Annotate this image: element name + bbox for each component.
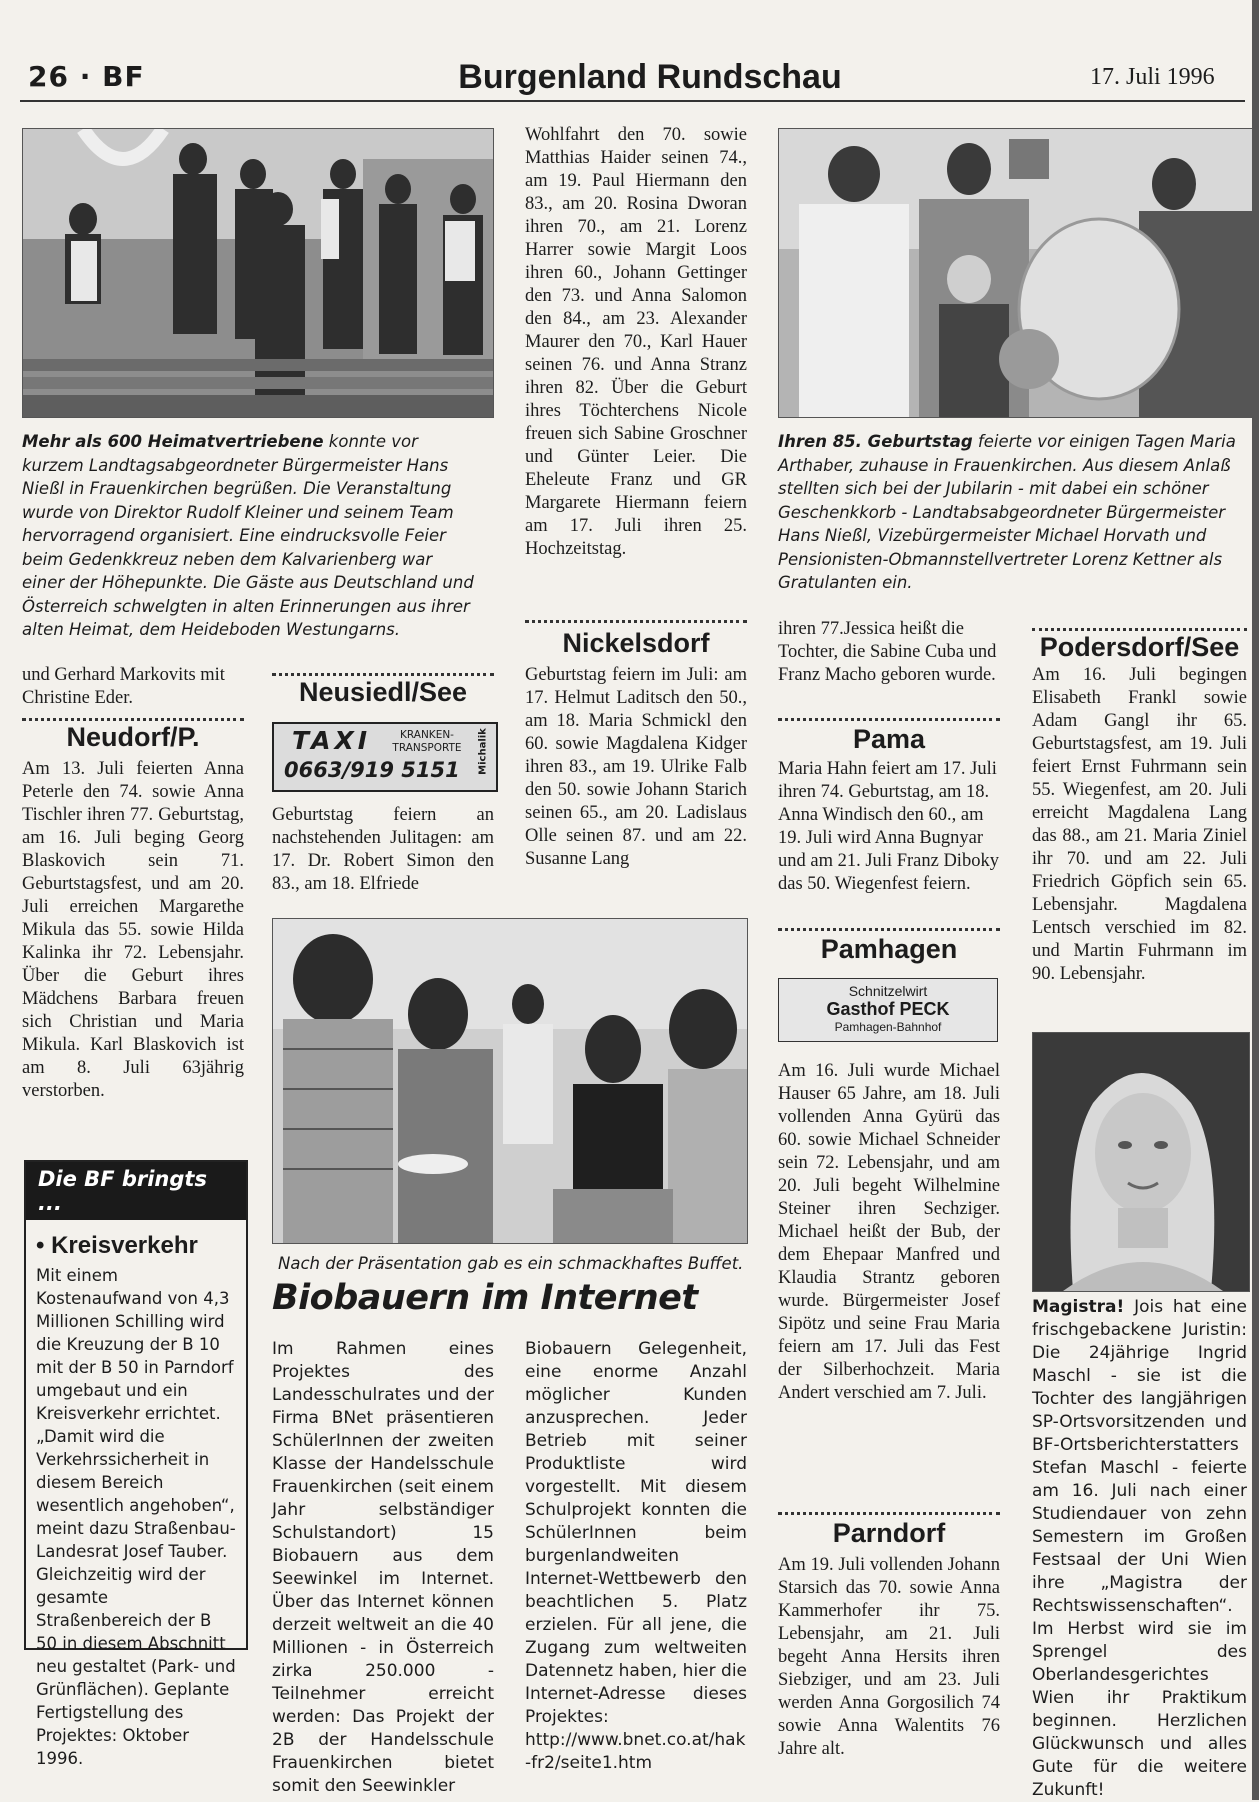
ceremony-photo <box>22 128 494 418</box>
article-headline: Biobauern im Internet <box>272 1278 698 1318</box>
peck-line2: Gasthof PECK <box>826 999 950 1019</box>
pama-heading: Pama <box>852 724 926 754</box>
neusiedl-text: Geburtstag feiern an nachstehenden Julitagen: am 17. Dr. Robert Simon den 83., am 18. Elfriede <box>272 805 494 894</box>
photo-ceremony-icon <box>23 129 493 417</box>
col1-continued: und Gerhard Markovits mit Christine Eder. <box>22 665 225 708</box>
section-divider <box>22 718 244 721</box>
neudorf-text: Am 13. Juli feierten Anna Peterle den 74. sowie Anna Tischler ihren 77. Geburtstag, am 16. Juli beging Georg Blaskovich sein 71. Geburtstagsfest, und am 20. Juli erreichen Margarethe Mikula das 55. sowie Hilda Kalinka ihr 72. Lebensjahr. Über die Geburt ihres Mädchens Barbara freuen sich Christian und Maria Mikula. Karl Blaskovich ist am 8. Juli 63jährig verstorben. <box>22 759 244 1101</box>
caption-lead: Ihren 85. Geburtstag <box>778 432 973 451</box>
pamhagen-text: Am 16. Juli wurde Michael Hauser 65 Jahre, am 18. Juli vollenden Anna Gyürü das 60. sowie Michael Schneider sein 72. Lebensjahr, und am 20. Juli begeht Wilhelmine Steiner ihren Sechziger. Michael heißt der Bub, der dem Ehepaar Manfred und Klaudia Strantz geboren wurde. Bürgermeister Josef Sipötz und seine Frau Maria feiern am 17. Juli das Fest der Silberhochzeit. Maria Andert verschied am 7. Juli. <box>778 1061 1000 1403</box>
taxi-phone: 0663/919 5151 <box>284 758 460 782</box>
section-divider <box>778 928 1000 931</box>
magistra-lead: Magistra! <box>1032 1297 1125 1317</box>
taxi-ad <box>272 722 498 792</box>
section-divider <box>272 673 494 676</box>
taxi-sub1: KRANKEN- <box>400 729 454 741</box>
bf-bringts-title: Die BF bringts ... <box>26 1162 246 1220</box>
birthdays-continued: Wohlfahrt den 70. sowie Matthias Haider seinen 74., am 19. Paul Hiermann den 83., am 20. Rosina Dworan ihren 70., am 21. Lorenz Harrer sowie Margit Loos ihren 60., Johann Gettinger den 73. und Anna Salomon den 84., am 23. Alexander Maurer den 70., Karl Hauer seinen 76. und Anna Stranz ihren 82. Über die Geburt ihres Töchterchens Nicole freuen sich Sabine Groschner und Günter Leier. Die Eheleute Franz und GR Margarete Hiermann feiern am 17. Juli ihren 25. Hochzeitstag. <box>525 125 747 559</box>
magistra-body: Jois hat eine frischgebackene Juristin: Die 24jährige Ingrid Maschl - sie ist die Tochter des langjährigen SP-Ortsvorsitzenden und BF-Ortsberichterstatters Stefan Maschl - feierte am 16. Juli nach einer Studiendauer von zehn Semestern im Großen Festsaal der Uni Wien ihre „Magistra der Rechtswissenschaften“. Im Herbst wird sie im Sprengel des Oberlandesgerichtes Wien ihr Praktikum beginnen. Herzlichen Glückwunsch und alles Gute für die weitere Zukunft! <box>1032 1297 1247 1800</box>
pama-text: Maria Hahn feiert am 17. Juli ihren 74. Geburtstag, am 18. Anna Windisch den 60., am 19. Juli wird Anna Bugnyar und am 21. Juli Franz Diboky das 50. Wiegenfest feiern. <box>778 759 999 894</box>
buffet-photo-caption: Nach der Präsentation gab es ein schmackhaftes Buffet. <box>278 1254 744 1273</box>
caption-text: feierte vor einigen Tagen Maria Arthaber, zuhause in Frauenkirchen. Aus diesem Anlaß stellten sich bei der Jubilarin - mit dabei ein schöner Geschenkkorb - Landtabsabgeordneter Bürgermeister Hans Nießl, Vizebürgermeister Michael Horvath und Pensionisten-Obmannstellvertreter Lorenz Kettner als Gratulanten ein. <box>778 432 1236 592</box>
kreisverkehr-text: Mit einem Kostenaufwand von 4,3 Millionen Schilling wird die Kreuzung der B 10 mit der B 50 in Parndorf umgebaut und ein Kreisverkehr errichtet. „Damit wird die Verkehrssicherheit in diesem Bereich wesentlich angehoben“, meint dazu Straßenbau-Landesrat Josef Tauber. Gleichzeitig wird der gesamte Straßenbereich der B 50 in diesem Abschnitt neu gestaltet (Park- und Grünflächen). Geplante Fertigstellung des Projektes: Oktober 1996. <box>36 1266 236 1768</box>
photo-portrait-icon <box>1033 1033 1249 1291</box>
page-number: 26 · BF <box>28 60 145 93</box>
peck-line3: Pamhagen-Bahnhof <box>834 1020 942 1034</box>
article-col1: Im Rahmen eines Projektes des Landesschulrates und der Firma BNet präsentieren SchülerInnen der zweiten Klasse der Handelsschule Frauenkirchen (seit einem Jahr selbständiger Schulstandort) 15 Biobauern aus dem Seewinkel im Internet. Über das Internet können derzeit weltweit an die 40 Millionen - in Österreich zirka 250.000 - Teilnehmer erreicht werden: Das Projekt der 2B der Handelsschule Frauenkirchen bietet somit den Seewinkler <box>272 1339 494 1796</box>
section-divider <box>1032 628 1247 631</box>
issue-date: 17. Juli 1996 <box>1090 64 1215 90</box>
ceremony-photo-caption <box>22 430 477 642</box>
photo-buffet-icon <box>273 919 747 1243</box>
pamhagen-heading: Pamhagen <box>820 934 958 964</box>
parndorf-text: Am 19. Juli vollenden Johann Starsich das 70. sowie Anna Kammerhofer ihr 75. Lebensjahr, am 21. Juli begeht Anna Hersits ihren Siebziger, und am 23. Juli werden Anna Gorgosilich 74 sowie Anna Walentits 76 Jahre alt. <box>778 1555 1000 1759</box>
birthday-photo-caption <box>778 430 1243 595</box>
nickelsdorf-text: Geburtstag feiern im Juli: am 17. Helmut Laditsch den 50., am 18. Maria Schmickl den 60. sowie Magdalena Kidger ihren 83., am 19. Ulrike Falb den 50. sowie Johann Starich seinen 65., am 20. Ladislaus Olle seinen 87. und am 22. Susanne Lang <box>525 665 747 869</box>
newspaper-title: Burgenland Rundschau <box>458 58 842 96</box>
kreisverkehr-heading: • Kreisverkehr <box>36 1232 198 1259</box>
birthday-photo <box>778 128 1253 418</box>
section-divider <box>778 718 1000 721</box>
neudorf-heading: Neudorf/P. <box>66 722 200 752</box>
photo-birthday-icon <box>779 129 1252 417</box>
taxi-sub2: TRANSPORTE <box>392 742 462 754</box>
article-col2-text: Biobauern Gelegenheit, eine enorme Anzahl möglicher Kunden anzusprechen. Jeder Betrieb mit seiner Produktliste wird vorgestellt. Mit diesem Schulprojekt konnten die SchülerInnen beim burgenlandweiten Internet-Wettbewerb den beachtlichen 5. Platz erzielen. Für all jene, die Zugang zum weltweiten Datennetz haben, hier die Internet-Adresse dieses Projektes: <box>525 1339 747 1727</box>
header-rule <box>20 100 1245 102</box>
nickelsdorf-heading: Nickelsdorf <box>562 628 710 658</box>
podersdorf-heading: Podersdorf/See <box>1039 632 1240 662</box>
peck-line1: Schnitzelwirt <box>848 983 928 999</box>
podersdorf-text: Am 16. Juli begingen Elisabeth Frankl sowie Adam Gangl ihr 65. Geburtstagsfest, am 19. Juli feiert Ernst Fuhrmann sein 55. Wiegenfest, am 20. Juli erreicht Magdalena Lang das 88., am 21. Maria Ziniel ihr 70. und am 22. Juli Friedrich Göpfich sein 65. Lebensjahr. Magdalena Lentsch verschied im 82. und Martin Fuhrmann im 90. Lebensjahr. <box>1032 665 1247 984</box>
article-url-link[interactable]: http://www.bnet.co.at/hak-fr2/seite1.htm <box>525 1730 746 1773</box>
taxi-word: TAXI <box>292 726 372 755</box>
portrait-photo <box>1032 1032 1250 1292</box>
buffet-photo <box>272 918 748 1244</box>
caption-text: konnte vor kurzem Landtagsabgeordneter Bürgermeister Hans Nießl in Frauenkirchen begrüßen. Die Veranstaltung wurde von Direktor Rudolf Kleiner und seinem Team hervorragend organisiert. Eine eindrucksvolle Feier beim Gedenkkreuz neben dem Kalvarienberg war einer der Höhepunkte. Die Gäste aus Deutschland und Österreich schwelgten in alten Erinnerungen aus ihrer alten Heimat, dem Heideboden Westungarns. <box>22 432 474 639</box>
caption-lead: Mehr als 600 Heimatvertriebene <box>22 432 324 451</box>
page-edge-shadow <box>1252 0 1259 1800</box>
col3-continued: ihren 77.Jessica heißt die Tochter, die Sabine Cuba und Franz Macho geboren wurde. <box>778 619 997 685</box>
article-col2 <box>525 1338 747 1775</box>
magistra-text <box>1032 1296 1247 1802</box>
section-divider <box>778 1512 1000 1515</box>
section-divider <box>525 620 747 623</box>
taxi-side: Michalik <box>477 728 489 775</box>
bf-bringts-box <box>24 1160 248 1768</box>
peck-ad <box>778 978 998 1042</box>
neusiedl-heading: Neusiedl/See <box>298 677 468 707</box>
parndorf-heading: Parndorf <box>832 1518 946 1548</box>
